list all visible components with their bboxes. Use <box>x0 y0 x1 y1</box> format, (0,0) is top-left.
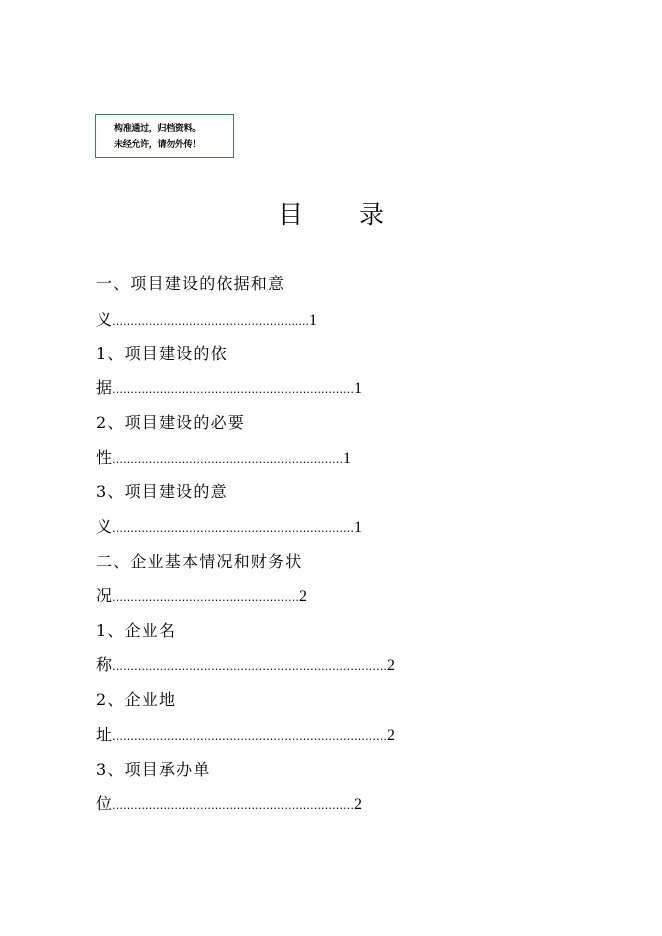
page-title: 目 录 <box>278 200 408 229</box>
toc-entry-5-leader: …………………………………………… <box>112 591 300 604</box>
toc-entry-8[interactable] <box>96 793 362 817</box>
toc-heading-2: 1、项目建设的依 <box>96 344 228 363</box>
toc-entry-6[interactable] <box>96 654 395 678</box>
toc-heading-5: 二、企业基本情况和财务状 <box>96 552 303 571</box>
toc-entry-1-page: 1 <box>309 312 317 329</box>
toc-entry-5-page: 2 <box>299 588 308 605</box>
toc-heading-1: 一、项目建设的依据和意 <box>96 274 286 293</box>
toc-entry-8-page: 2 <box>354 796 363 813</box>
toc-entry-3-page: 1 <box>343 450 352 467</box>
toc-entry-8-leader: ………………………………………………………… <box>112 799 355 812</box>
toc-entry-1-cont: 义 <box>96 310 113 329</box>
toc-heading-7: 2、企业地 <box>96 690 177 709</box>
toc-heading-3: 2、项目建设的必要 <box>96 413 245 432</box>
toc-entry-2-cont: 据 <box>96 378 113 397</box>
toc-entry-6-page: 2 <box>387 657 396 674</box>
toc-entry-7-leader: ………………………………………………………………… <box>112 730 388 743</box>
toc-entry-6-cont: 称 <box>96 655 113 674</box>
toc-entry-4[interactable] <box>96 516 362 540</box>
toc-entry-5-cont: 况 <box>96 586 113 605</box>
toc-entry-3[interactable] <box>96 447 351 471</box>
toc-entry-3-leader: ……………………………………………………… <box>112 453 344 466</box>
toc-entry-5[interactable] <box>96 585 307 609</box>
approval-stamp <box>95 114 234 158</box>
toc-entry-2-page: 1 <box>354 380 363 397</box>
toc-heading-6: 1、企业名 <box>96 621 177 640</box>
toc-heading-4: 3、项目建设的意 <box>96 482 228 501</box>
toc-entry-7-page: 2 <box>387 727 396 744</box>
stamp-line-1: 构准通过，归档资料。 <box>114 124 202 134</box>
toc-entry-2-leader: ………………………………………………………… <box>112 383 355 396</box>
toc-entry-1-leader: …………………………………………...... <box>112 315 309 328</box>
toc-entry-3-cont: 性 <box>96 448 113 467</box>
toc-entry-4-cont: 义 <box>96 517 113 536</box>
toc-entry-8-cont: 位 <box>96 794 113 813</box>
toc-entry-2[interactable] <box>96 377 362 401</box>
toc-entry-4-page: 1 <box>354 519 363 536</box>
toc-entry-6-leader: ………………………………………………………………… <box>112 660 388 673</box>
toc-entry-7[interactable] <box>96 724 395 748</box>
toc-heading-8: 3、项目承办单 <box>96 760 211 779</box>
stamp-line-2: 未经允许，请勿外传！ <box>114 140 202 150</box>
toc-entry-4-leader: ………………………………………………………… <box>112 522 355 535</box>
toc-entry-7-cont: 址 <box>96 725 113 744</box>
toc-entry-1[interactable] <box>96 309 317 333</box>
